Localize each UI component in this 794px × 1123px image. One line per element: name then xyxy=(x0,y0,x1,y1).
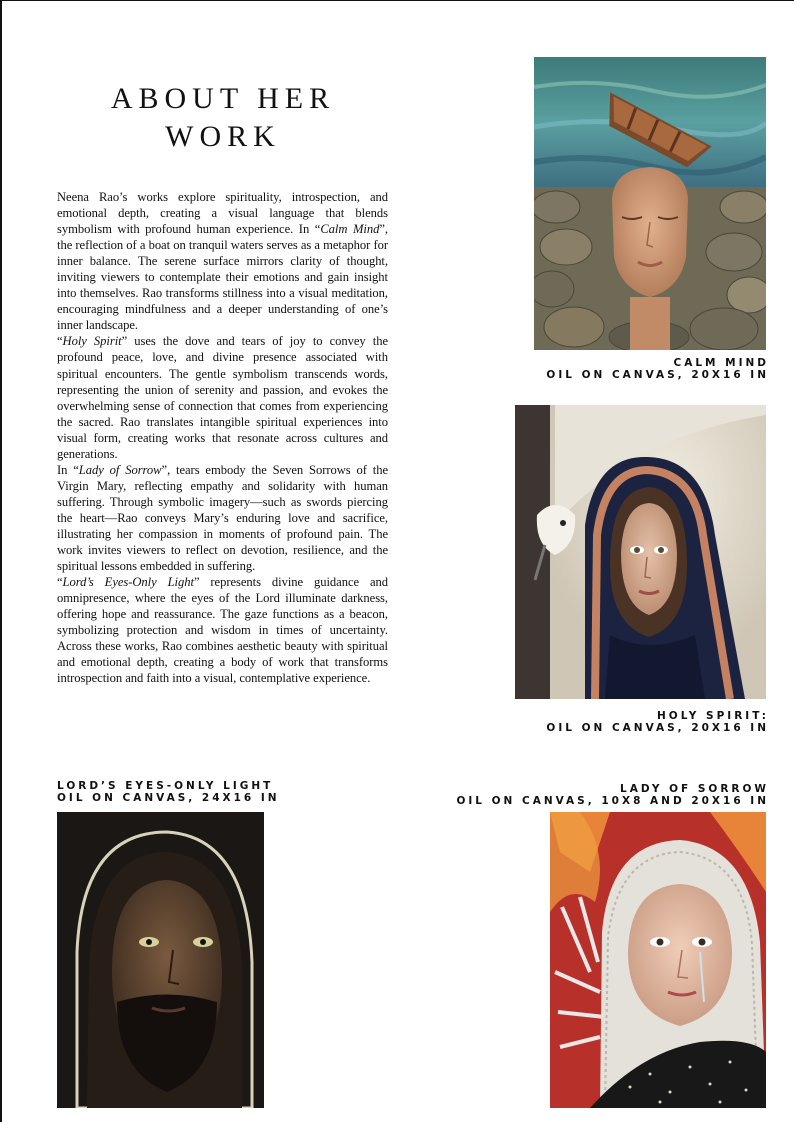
holy-spirit-painting xyxy=(515,405,766,699)
paragraph-lords-eyes: “Lord’s Eyes-Only Light” represents divine guidance and omnipresence, where the eyes of the Lord illuminate darkness, offering hope and reassurance. The gaze functions as a beacon, symbolizing protection and wisdom in times of uncertainty. Across these works, Rao combines aesthetic beauty with spiritual and emotional depth, creating a body of work that transforms introspection and faith into a visual, contemplative experience. xyxy=(57,575,388,686)
paragraph-holy-spirit: “Holy Spirit” uses the dove and tears of joy to convey the profound peace, love, and divine presence associated with spiritual encounters. The gentle symbolism transcends words, representing the union of serenity and passion, and evokes the overwhelming sense of connection that comes from experiencing the sacred. Rao translates intangible spiritual experiences into visual form, creating works that resonate across cultures and generations. xyxy=(57,334,388,461)
calm-mind-painting xyxy=(534,57,766,350)
title-line-2: WORK xyxy=(165,120,281,153)
holy-spirit-caption xyxy=(546,710,769,734)
article-body xyxy=(57,189,388,686)
lady-of-sorrow-title: LADY OF SORROW xyxy=(620,783,769,795)
calm-mind-title: CALM MIND xyxy=(673,357,769,369)
lady-of-sorrow-painting xyxy=(550,812,766,1108)
calm-mind-caption xyxy=(546,357,769,381)
paragraph-calm-mind: Neena Rao’s works explore spirituality, introspection, and emotional depth, creating a visual language that blends symbolism with profound human experience. In “Calm Mind”, the reflection of a boat on tranquil waters serves as a metaphor for inner balance. The serene surface mirrors clarity of thought, inviting viewers to contemplate their emotions and gain insight into themselves. Rao transforms stillness into a visual meditation, encouraging mindfulness and a deeper understanding of one’s inner landscape. xyxy=(57,190,388,333)
lords-eyes-caption xyxy=(57,780,280,804)
holy-spirit-medium: OIL ON CANVAS, 20X16 IN xyxy=(546,722,769,734)
page-title xyxy=(58,80,388,156)
calm-mind-medium: OIL ON CANVAS, 20X16 IN xyxy=(546,369,769,381)
paragraph-lady-of-sorrow: In “Lady of Sorrow”, tears embody the Seven Sorrows of the Virgin Mary, reflecting empathy and solidarity with human suffering. Through symbolic imagery—such as swords piercing the heart—Rao conveys Mary’s enduring love and sacrifice, illustrating her compassion in moments of profound pain. The work invites viewers to reflect on devotion, resilience, and the spiritual lessons embedded in suffering. xyxy=(57,462,388,574)
lords-eyes-medium: OIL ON CANVAS, 24X16 IN xyxy=(57,792,280,804)
holy-spirit-title: HOLY SPIRIT: xyxy=(657,710,769,722)
lords-eyes-painting xyxy=(57,812,264,1108)
lady-of-sorrow-medium: OIL ON CANVAS, 10X8 AND 20X16 IN xyxy=(456,795,769,807)
lords-eyes-title: LORD’S EYES-ONLY LIGHT xyxy=(57,780,274,792)
title-line-1: ABOUT HER xyxy=(110,82,336,115)
lady-of-sorrow-caption xyxy=(456,783,769,807)
